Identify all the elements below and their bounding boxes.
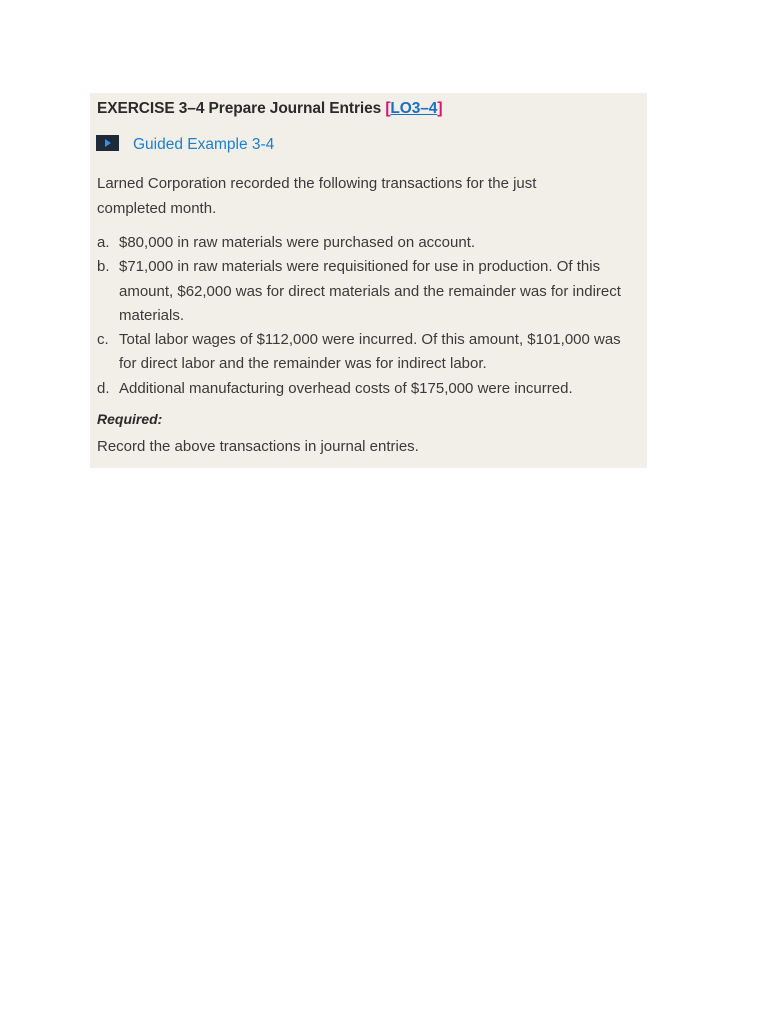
play-icon[interactable] [96, 135, 119, 151]
item-text: $71,000 in raw materials were requisitioned for use in production. Of this amount, $62,000 was for direct materials and the remainder was for indirect materials. [119, 258, 621, 324]
bracket-close: ] [437, 100, 443, 117]
item-text: Additional manufacturing overhead costs of $175,000 were incurred. [119, 379, 573, 397]
item-text: Total labor wages of $112,000 were incurred. Of this amount, $101,000 was for direct labor and the remainder was for indirect labor. [119, 331, 621, 373]
bracket-open: [ [385, 100, 391, 117]
item-letter: c. [97, 331, 109, 349]
list-item [97, 231, 622, 255]
guided-example-row[interactable] [96, 135, 274, 155]
exercise-title [97, 100, 442, 118]
guided-example-link[interactable]: Guided Example 3-4 [133, 136, 275, 153]
item-letter: d. [97, 379, 110, 397]
learning-objective-link[interactable]: LO3–4 [390, 100, 438, 117]
transaction-list [97, 231, 622, 401]
exercise-panel [90, 93, 647, 468]
list-item [97, 255, 622, 328]
exercise-title-text: EXERCISE 3–4 Prepare Journal Entries [97, 100, 382, 117]
required-text: Record the above transactions in journal entries. [97, 438, 419, 455]
list-item [97, 328, 622, 377]
item-letter: a. [97, 234, 110, 251]
intro-paragraph: Larned Corporation recorded the following transactions for the just completed month. [97, 175, 537, 217]
item-text: $80,000 in raw materials were purchased on account. [119, 234, 476, 251]
item-letter: b. [97, 258, 110, 276]
required-heading: Required: [97, 411, 163, 427]
list-item [97, 377, 622, 401]
